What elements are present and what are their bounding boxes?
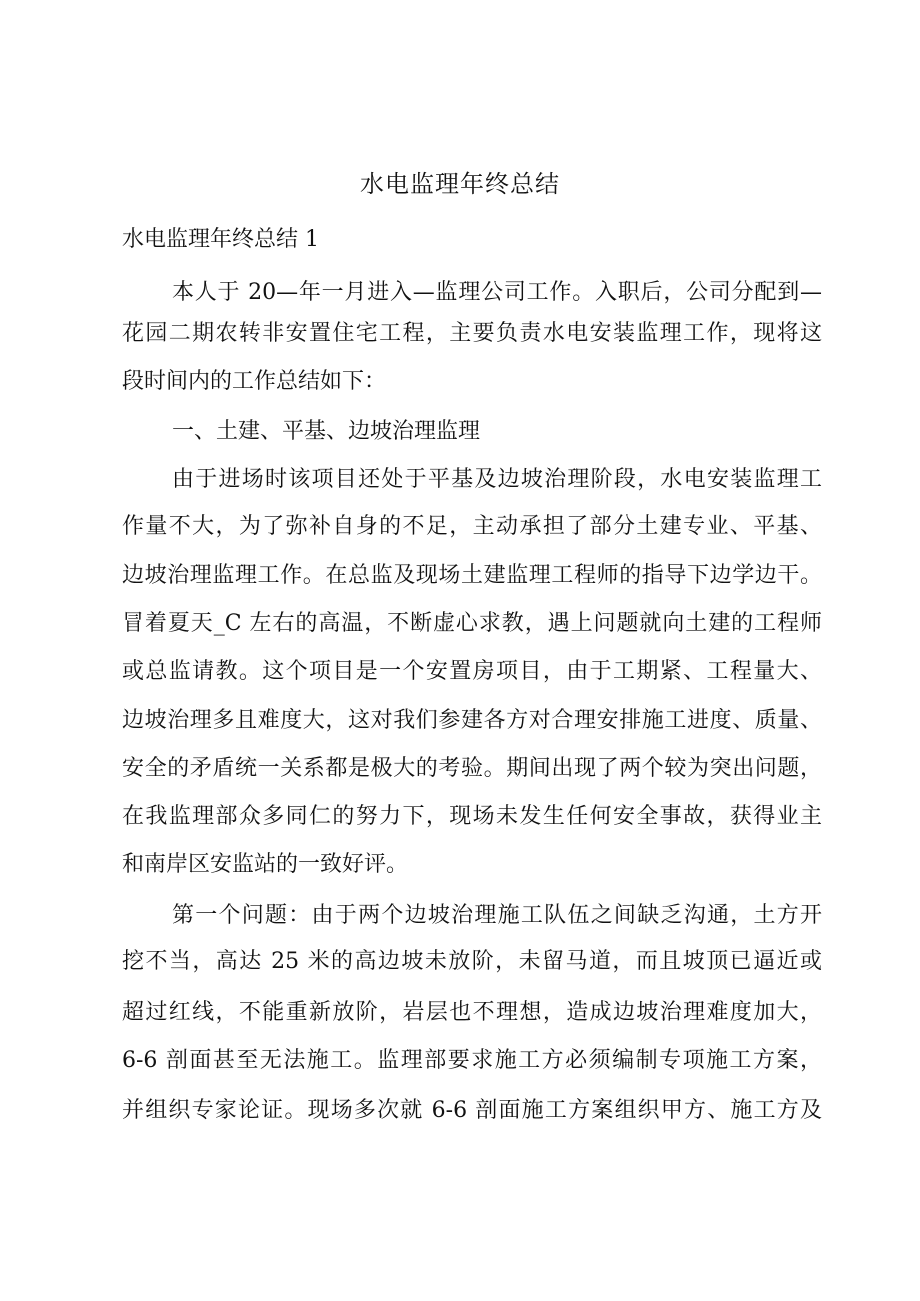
paragraph-line: 花园二期农转非安置住宅工程，主要负责水电安装监理工作，现将这: [122, 321, 822, 346]
paragraph-line: 安全的矛盾统一关系都是极大的考验。期间出现了两个较为突出问题，: [122, 756, 822, 781]
paragraph-line: 超过红线，不能重新放阶，岩层也不理想，造成边坡治理难度加大，: [122, 1000, 822, 1025]
paragraph-line: 冒着夏天_C 左右的高温，不断虚心求教，遇上问题就向土建的工程师: [122, 611, 822, 636]
paragraph-line: 边坡治理多且难度大，这对我们参建各方对合理安排施工进度、质量、: [122, 708, 822, 733]
paragraph-line: 由于进场时该项目还处于平基及边坡治理阶段，水电安装监理工: [172, 467, 822, 492]
paragraph-line: 段时间内的工作总结如下：: [122, 369, 387, 394]
paragraph-line: 边坡治理监理工作。在总监及现场土建监理工程师的指导下边学边干。: [122, 563, 822, 588]
paragraph-line: 并组织专家论证。现场多次就 6-6 剖面施工方案组织甲方、施工方及: [122, 1098, 822, 1123]
paragraph-line: 挖不当，高达 25 米的高边坡未放阶，未留马道，而且坡顶已逼近或: [122, 949, 822, 974]
paragraph-line: 作量不大，为了弥补自身的不足，主动承担了部分土建专业、平基、: [122, 514, 822, 539]
paragraph-line: 和南岸区安监站的一致好评。: [122, 852, 409, 877]
paragraph-line: 在我监理部众多同仁的努力下，现场未发生任何安全事故，获得业主: [122, 804, 822, 829]
section-heading: 水电监理年终总结 1: [122, 227, 319, 252]
paragraph-line: 本人于 20—年一月进入—监理公司工作。入职后，公司分配到—: [172, 280, 822, 305]
paragraph-line: 第一个问题：由于两个边坡治理施工队伍之间缺乏沟通，土方开: [172, 903, 822, 928]
paragraph-line: 6-6 剖面甚至无法施工。监理部要求施工方必须编制专项施工方案，: [122, 1048, 822, 1073]
document-title: 水电监理年终总结: [360, 170, 560, 198]
subsection-heading: 一、土建、平基、边坡治理监理: [172, 419, 481, 444]
paragraph-line: 或总监请教。这个项目是一个安置房项目，由于工期紧、工程量大、: [122, 659, 822, 684]
